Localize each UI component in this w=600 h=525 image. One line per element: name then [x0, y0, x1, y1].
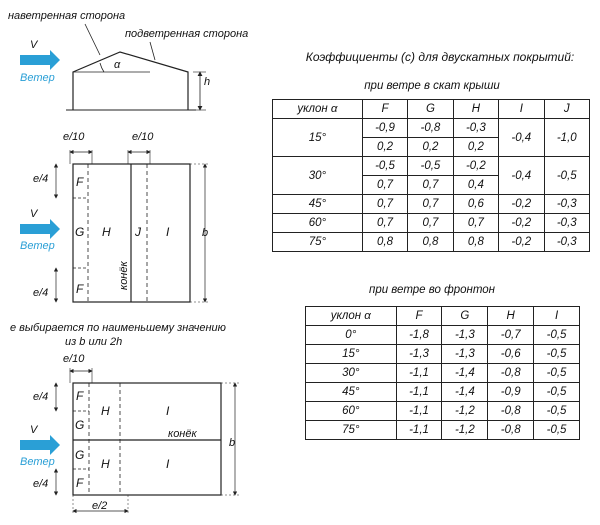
table-header-row [306, 307, 580, 326]
value-cell: -1,4 [442, 383, 488, 402]
e10-label-1: e/10 [63, 131, 85, 143]
angle-cell: 60° [273, 214, 363, 233]
value-cell: -1,2 [442, 421, 488, 440]
value-cell: 0,2 [453, 138, 498, 157]
value-cell: -1,3 [442, 345, 488, 364]
angle-arc [100, 63, 104, 72]
value-cell: 0,7 [362, 214, 407, 233]
e4-bottom-label: e/4 [33, 287, 49, 299]
leeward-leader [150, 42, 155, 60]
zone3-f-bottom: F [76, 476, 84, 490]
header-h: H [453, 100, 498, 119]
header-f: F [396, 307, 442, 326]
note-line-1: e выбирается по наименьшему значению [10, 322, 226, 334]
angle-cell: 0° [306, 326, 397, 345]
value-cell: -1,4 [442, 364, 488, 383]
zone3-h-top: H [101, 404, 110, 418]
value-cell: -0,4 [499, 157, 544, 195]
roof-plan-slope-diagram [20, 131, 210, 302]
ridge-label-2: конёк [168, 428, 197, 440]
angle-cell: 75° [306, 421, 397, 440]
value-cell: -1,0 [544, 119, 589, 157]
header-angle: уклон α [273, 100, 363, 119]
header-i: I [534, 307, 580, 326]
value-cell: -0,6 [488, 345, 534, 364]
angle-cell: 30° [306, 364, 397, 383]
e10-label-2: e/10 [132, 131, 154, 143]
wind-label: Ветер [20, 72, 55, 84]
header-f: F [362, 100, 407, 119]
value-cell: -1,2 [442, 402, 488, 421]
note-line-2: из b или 2h [65, 336, 123, 348]
header-g: G [408, 100, 453, 119]
value-cell: -0,2 [499, 233, 544, 252]
value-cell: -0,7 [488, 326, 534, 345]
wind-v-label: V [30, 39, 38, 51]
header-j: J [544, 100, 589, 119]
value-cell: -0,2 [499, 214, 544, 233]
table1-caption: при ветре в скат крыши [364, 80, 500, 92]
wind-arrow-icon [20, 435, 60, 455]
value-cell: 0,2 [362, 138, 407, 157]
value-cell: 0,6 [453, 195, 498, 214]
value-cell: -0,8 [408, 119, 453, 138]
table-row [273, 214, 590, 233]
value-cell: 0,7 [362, 176, 407, 195]
wind-label-2: Ветер [20, 240, 55, 252]
table2-caption: при ветре во фронтон [368, 284, 495, 296]
value-cell: -0,5 [534, 345, 580, 364]
table-row [273, 157, 590, 176]
value-cell: -1,1 [396, 402, 442, 421]
header-angle: уклон α [306, 307, 397, 326]
height-label: h [204, 76, 211, 88]
value-cell: 0,7 [408, 176, 453, 195]
zone-g: G [75, 225, 85, 239]
coefficients-title: Коэффициенты (с) для двускатных покрытий: [305, 50, 575, 64]
table-row [306, 364, 580, 383]
value-cell: -1,8 [396, 326, 442, 345]
e4-top-label: e/4 [33, 173, 49, 185]
value-cell: -0,2 [453, 157, 498, 176]
zone3-g-bottom: G [75, 448, 85, 462]
value-cell: -0,3 [544, 233, 589, 252]
value-cell: -0,4 [499, 119, 544, 157]
windward-leader [85, 24, 100, 55]
value-cell: -0,5 [534, 402, 580, 421]
zone3-f-top: F [76, 389, 84, 403]
value-cell: -0,9 [488, 383, 534, 402]
table-row [273, 233, 590, 252]
zone3-g-top: G [75, 418, 85, 432]
gable-coefficients-table [305, 306, 580, 440]
table-row [306, 326, 580, 345]
value-cell: -0,3 [453, 119, 498, 138]
wind-arrow-icon [20, 219, 60, 239]
value-cell: -0,5 [534, 383, 580, 402]
wind-arrow-icon [20, 50, 60, 70]
zone3-i-bottom: I [166, 457, 170, 471]
angle-cell: 60° [306, 402, 397, 421]
angle-cell: 15° [273, 119, 363, 157]
value-cell: 0,8 [453, 233, 498, 252]
value-cell: 0,7 [408, 214, 453, 233]
value-cell: -0,5 [362, 157, 407, 176]
e4-bottom-label-3: e/4 [33, 478, 49, 490]
value-cell: -0,8 [488, 364, 534, 383]
zone3-h-bottom: H [101, 457, 110, 471]
value-cell: 0,4 [453, 176, 498, 195]
b-label-3: b [229, 437, 236, 449]
table-row [273, 195, 590, 214]
zone3-i-top: I [166, 404, 170, 418]
value-cell: -0,3 [544, 195, 589, 214]
leeward-label: подветренная сторона [125, 28, 249, 40]
value-cell: -0,9 [362, 119, 407, 138]
header-g: G [442, 307, 488, 326]
value-cell: -0,8 [488, 402, 534, 421]
building-section-diagram [8, 10, 248, 110]
value-cell: 0,7 [362, 195, 407, 214]
slope-coefficients-table [272, 99, 590, 252]
value-cell: 0,7 [408, 195, 453, 214]
value-cell: -0,2 [499, 195, 544, 214]
e4-top-label-3: e/4 [33, 391, 49, 403]
angle-cell: 45° [273, 195, 363, 214]
zone-i: I [166, 225, 170, 239]
angle-cell: 30° [273, 157, 363, 195]
building-outline [73, 52, 188, 110]
zone-h: H [102, 225, 111, 239]
angle-cell: 15° [306, 345, 397, 364]
wind-v-label-2: V [30, 208, 38, 220]
value-cell: -0,3 [544, 214, 589, 233]
ridge-label: конёк [118, 261, 130, 290]
zone-f-bottom: F [76, 282, 84, 296]
table-row [306, 421, 580, 440]
header-i: I [499, 100, 544, 119]
value-cell: -1,1 [396, 364, 442, 383]
table-header-row [273, 100, 590, 119]
windward-label: наветренная сторона [8, 10, 126, 22]
value-cell: -0,5 [534, 326, 580, 345]
value-cell: -0,5 [534, 421, 580, 440]
angle-cell: 75° [273, 233, 363, 252]
value-cell: 0,8 [362, 233, 407, 252]
roof-plan-rect-2 [73, 383, 221, 495]
value-cell: -0,8 [488, 421, 534, 440]
e2-label: e/2 [92, 500, 108, 512]
value-cell: -1,3 [442, 326, 488, 345]
value-cell: -0,5 [544, 157, 589, 195]
alpha-label: α [114, 59, 121, 71]
e10-label-3: e/10 [63, 353, 85, 365]
wind-label-3: Ветер [20, 456, 55, 468]
value-cell: 0,8 [408, 233, 453, 252]
roof-plan-gable-diagram [20, 353, 240, 515]
value-cell: -1,1 [396, 421, 442, 440]
value-cell: -0,5 [534, 364, 580, 383]
b-label: b [202, 227, 209, 239]
value-cell: 0,2 [408, 138, 453, 157]
wind-v-label-3: V [30, 424, 38, 436]
table-row [306, 345, 580, 364]
angle-cell: 45° [306, 383, 397, 402]
zone-f-top: F [76, 175, 84, 189]
value-cell: -1,3 [396, 345, 442, 364]
value-cell: -0,5 [408, 157, 453, 176]
header-h: H [488, 307, 534, 326]
value-cell: -1,1 [396, 383, 442, 402]
table-row [273, 119, 590, 138]
value-cell: 0,7 [453, 214, 498, 233]
table-row [306, 383, 580, 402]
zone-j: J [135, 225, 141, 239]
table-row [306, 402, 580, 421]
